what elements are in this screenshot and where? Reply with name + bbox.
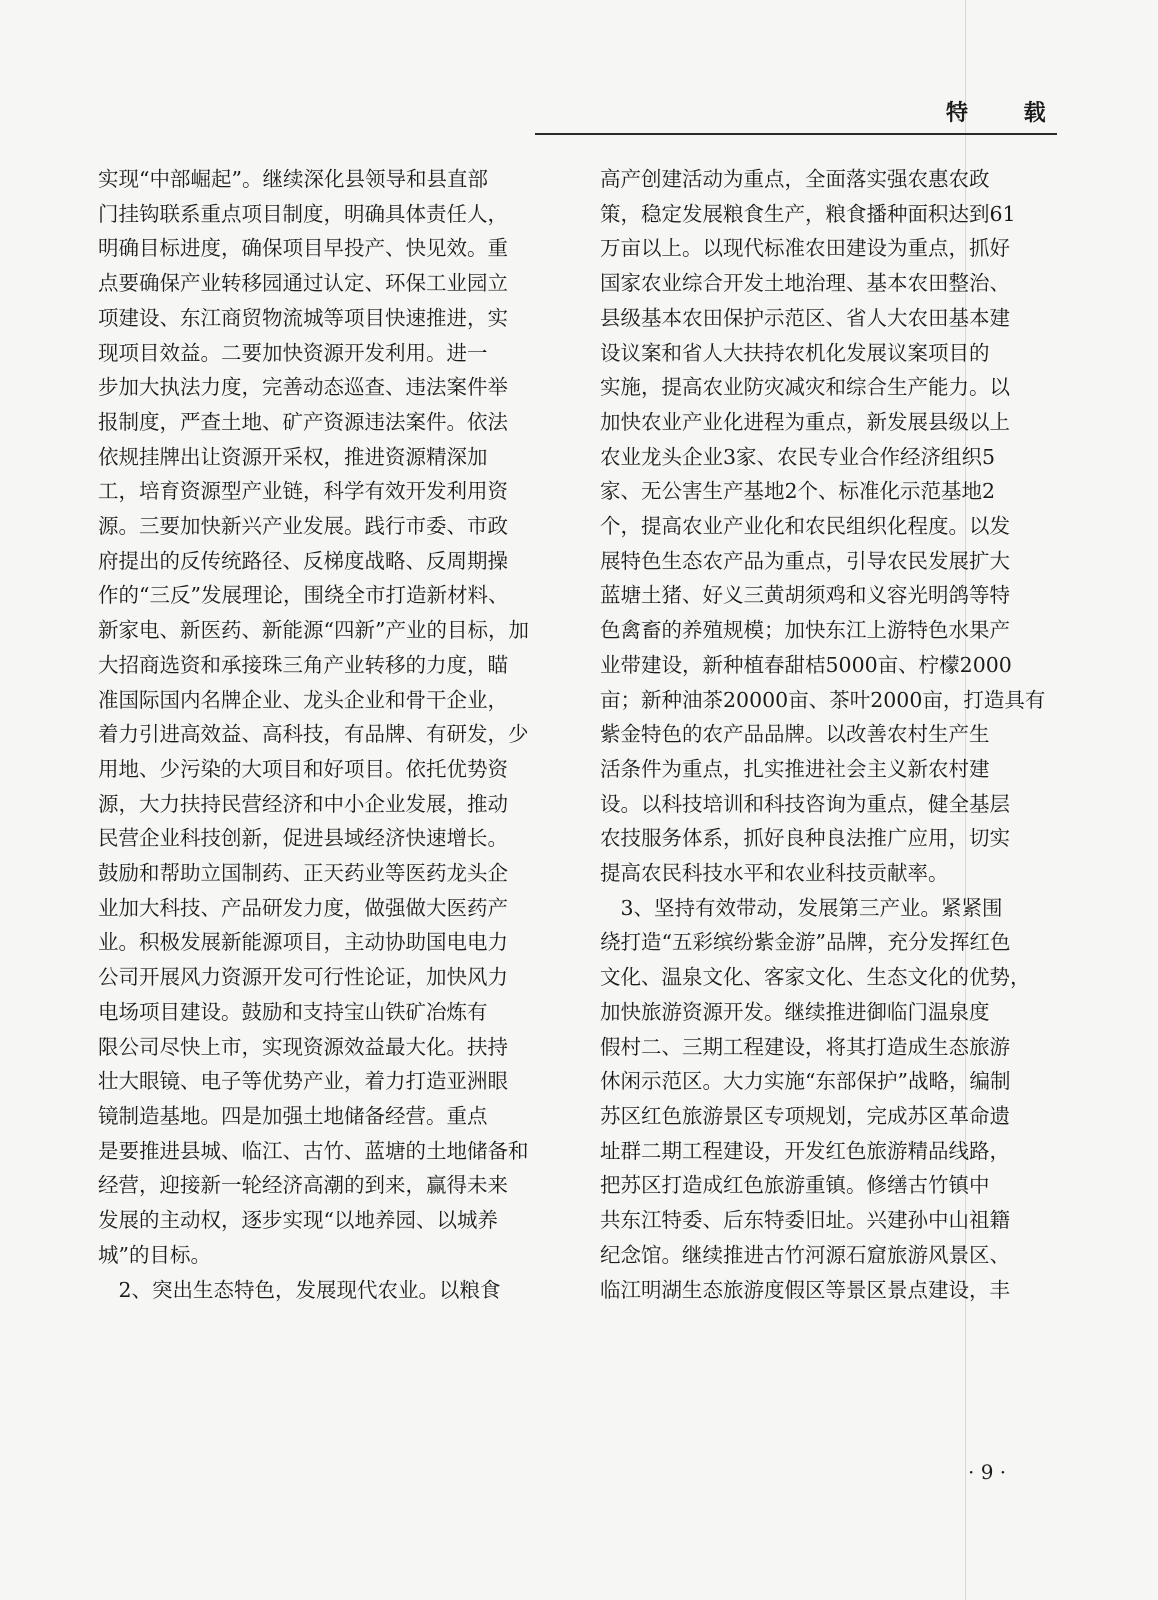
- text-line: 展特色生态农产品为重点，引导农民发展扩大: [600, 548, 1010, 573]
- text-line: 依规挂牌出让资源开采权，推进资源精深加: [98, 444, 488, 469]
- text-line: 着力引进高效益、高科技，有品牌、有研发，少: [98, 722, 529, 747]
- text-line: 农业龙头企业3家、农民专业合作经济组织5: [600, 444, 996, 469]
- text-line: 用地、少污染的大项目和好项目。依托优势资: [98, 756, 508, 781]
- text-line: 门挂钩联系重点项目制度，明确具体责任人，: [98, 201, 508, 226]
- text-line: 点要确保产业转移园通过认定、环保工业园立: [98, 271, 508, 296]
- page-number: · 9 ·: [968, 1460, 1007, 1484]
- text-line: 休闲示范区。大力实施“东部保护”战略，编制: [600, 1069, 1011, 1094]
- text-line: 经营，迎接新一轮经济高潮的到来，赢得未来: [98, 1173, 508, 1198]
- text-line: 址群二期工程建设，开发红色旅游精品线路，: [600, 1138, 1010, 1163]
- text-line: 是要推进县城、临江、古竹、蓝塘的土地储备和: [98, 1138, 529, 1163]
- text-line: 设议案和省人大扶持农机化发展议案项目的: [600, 340, 990, 365]
- text-line: 业。积极发展新能源项目，主动协助国电电力: [98, 930, 508, 955]
- text-line: 苏区红色旅游景区专项规划，完成苏区革命遗: [600, 1103, 1010, 1128]
- text-line: 国家农业综合开发土地治理、基本农田整治、: [600, 271, 1010, 296]
- text-line: 实现“中部崛起”。继续深化县领导和县直部: [98, 167, 488, 191]
- text-line: 把苏区打造成红色旅游重镇。修缮古竹镇中: [600, 1173, 990, 1198]
- text-line: 业带建设，新种植春甜桔5000亩、柠檬2000: [600, 652, 1012, 677]
- text-line: 假村二、三期工程建设，将其打造成生态旅游: [600, 1034, 1010, 1059]
- text-line: 电场项目建设。鼓励和支持宝山铁矿冶炼有: [98, 999, 488, 1024]
- text-line: 城”的目标。: [98, 1242, 211, 1267]
- text-line: 源，大力扶持民营经济和中小企业发展，推动: [98, 791, 508, 816]
- text-line: 实施，提高农业防灾减灾和综合生产能力。以: [600, 375, 1010, 400]
- text-line: 文化、温泉文化、客家文化、生态文化的优势，: [600, 965, 1031, 990]
- left-column: [98, 162, 553, 1307]
- header-rule: [535, 133, 1057, 135]
- text-line: 镜制造基地。四是加强土地储备经营。重点: [98, 1103, 488, 1128]
- text-line: 府提出的反传统路径、反梯度战略、反周期操: [98, 548, 508, 573]
- text-line: 民营企业科技创新，促进县域经济快速增长。: [98, 826, 508, 851]
- text-line: 共东江特委、后东特委旧址。兴建孙中山祖籍: [600, 1208, 1010, 1233]
- text-line: 蓝塘土猪、好义三黄胡须鸡和义容光明鸽等特: [600, 583, 1010, 608]
- text-line: 活条件为重点，扎实推进社会主义新农村建: [600, 756, 990, 781]
- text-line: 公司开展风力资源开发可行性论证，加快风力: [98, 965, 508, 990]
- text-line: 明确目标进度，确保项目早投产、快见效。重: [98, 236, 508, 261]
- text-line: 加快旅游资源开发。继续推进御临门温泉度: [600, 999, 990, 1024]
- text-line: 县级基本农田保护示范区、省人大农田基本建: [600, 305, 1010, 330]
- text-line: 现项目效益。二要加快资源开发利用。进一: [98, 340, 488, 365]
- text-line: 限公司尽快上市，实现资源效益最大化。扶持: [98, 1034, 508, 1059]
- text-line: 准国际国内名牌企业、龙头企业和骨干企业，: [98, 687, 508, 712]
- text-line: 家、无公害生产基地2个、标准化示范基地2: [600, 479, 996, 504]
- text-line: 色禽畜的养殖规模；加快东江上游特色水果产: [600, 618, 1010, 643]
- text-line: 步加大执法力度，完善动态巡查、违法案件举: [98, 375, 508, 400]
- text-line: 作的“三反”发展理论，围绕全市打造新材料、: [98, 583, 509, 608]
- text-line: 新家电、新医药、新能源“四新”产业的目标，加: [98, 618, 529, 643]
- text-line: 提高农民科技水平和农业科技贡献率。: [600, 861, 949, 886]
- text-line: 发展的主动权，逐步实现“以地养园、以城养: [98, 1208, 498, 1233]
- text-line: 报制度，严查土地、矿产资源违法案件。依法: [98, 409, 508, 434]
- text-line: 高产创建活动为重点，全面落实强农惠农政: [600, 167, 990, 191]
- text-line: 项建设、东江商贸物流城等项目快速推进，实: [98, 305, 508, 330]
- text-line: 万亩以上。以现代标准农田建设为重点，抓好: [600, 236, 1010, 261]
- right-column: [600, 162, 1055, 1307]
- text-line: 2、突出生态特色，发展现代农业。以粮食: [98, 1277, 501, 1302]
- text-line: 加快农业产业化进程为重点，新发展县级以上: [600, 409, 1010, 434]
- section-title: 特 载: [946, 100, 1070, 126]
- text-line: 源。三要加快新兴产业发展。践行市委、市政: [98, 514, 508, 539]
- text-line: 壮大眼镜、电子等优势产业，着力打造亚洲眼: [98, 1069, 508, 1094]
- text-line: 纪念馆。继续推进古竹河源石窟旅游风景区、: [600, 1242, 1010, 1267]
- text-line: 3、坚持有效带动，发展第三产业。紧紧围: [600, 895, 1003, 920]
- text-line: 临江明湖生态旅游度假区等景区景点建设，丰: [600, 1277, 1010, 1302]
- text-line: 设。以科技培训和科技咨询为重点，健全基层: [600, 791, 1010, 816]
- text-line: 鼓励和帮助立国制药、正天药业等医药龙头企: [98, 861, 508, 886]
- text-line: 策，稳定发展粮食生产，粮食播种面积达到61: [600, 201, 1016, 226]
- text-line: 紫金特色的农产品品牌。以改善农村生产生: [600, 722, 990, 747]
- text-line: 绕打造“五彩缤纷紫金游”品牌，充分发挥红色: [600, 930, 1011, 955]
- text-line: 工，培育资源型产业链，科学有效开发利用资: [98, 479, 508, 504]
- text-line: 亩；新种油茶20000亩、茶叶2000亩，打造具有: [600, 687, 1046, 712]
- text-line: 农技服务体系，抓好良种良法推广应用，切实: [600, 826, 1010, 851]
- text-line: 大招商选资和承接珠三角产业转移的力度，瞄: [98, 652, 508, 677]
- text-line: 个，提高农业产业化和农民组织化程度。以发: [600, 514, 1010, 539]
- text-line: 业加大科技、产品研发力度，做强做大医药产: [98, 895, 508, 920]
